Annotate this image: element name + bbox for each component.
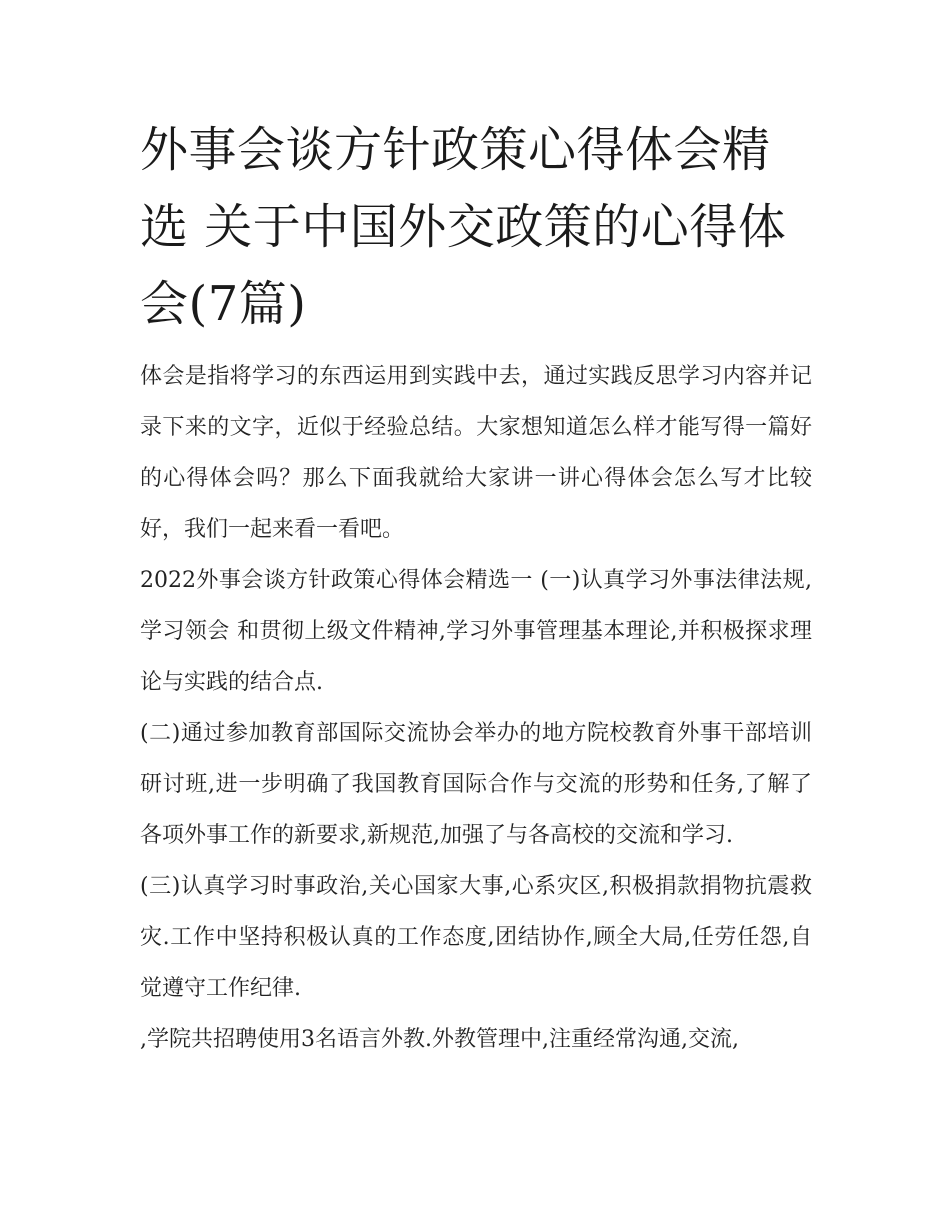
paragraph-section-one: 2022外事会谈方针政策心得体会精选一 (一)认真学习外事法律法规,学习领会 和贯彻上级文件精神,学习外事管理基本理论,并积极探求理论与实践的结合点. — [140, 568, 812, 695]
paragraph-intro: 体会是指将学习的东西运用到实践中去，通过实践反思学习内容并记录下来的文字，近似于经验总结。大家想知道怎么样才能写得一篇好的心得体会吗？那么下面我就给大家讲一讲心得体会怎么写才比较好，我们一起来看一看吧。 — [140, 364, 812, 542]
document-content — [140, 112, 812, 1065]
paragraph-section-two: (二)通过参加教育部国际交流协会举办的地方院校教育外事干部培训研讨班,进一步明确了我国教育国际合作与交流的形势和任务,了解了各项外事工作的新要求,新规范,加强了与各高校的交流和学习. — [140, 721, 812, 848]
paragraph-foreign-teachers: ,学院共招聘使用3名语言外教.外教管理中,注重经常沟通,交流, — [140, 1027, 739, 1052]
paragraph-section-three: (三)认真学习时事政治,关心国家大事,心系灾区,积极捐款捐物抗震救灾.工作中坚持积极认真的工作态度,团结协作,顾全大局,任劳任怨,自觉遵守工作纪律. — [140, 874, 812, 1001]
document-body — [140, 351, 812, 1065]
document-title: 外事会谈方针政策心得体会精选 关于中国外交政策的心得体会(7篇) — [140, 122, 787, 332]
